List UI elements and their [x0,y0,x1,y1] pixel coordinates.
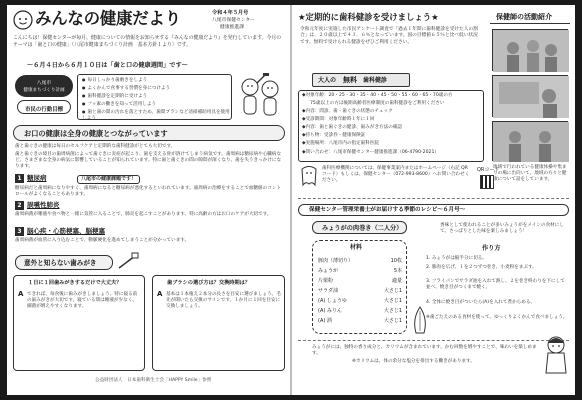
activity-caption: 地域で行われている健康体操や集まりの場に出向いて、地域の方々と健康について話をしています。 [493,165,567,183]
issue-date: 令和４年５月号 [212,10,249,16]
tooth-character-icon [300,165,318,187]
yao-health-issue-note: 八尾市の健康課題です！ [77,175,140,184]
recipe-intro: 香味として使われることが多いみょうがをメインの食材にして、さっぱりとした味を楽しみましょう！ [440,223,564,235]
tip-divider [298,340,569,341]
girl-mascot-icon [542,335,570,379]
pneumonia-heading: 誤嚥性肺炎 [27,201,60,209]
campaign-banner: ～６月４日から６月１０日は「歯と口の健康週間」です～ [27,62,188,69]
ingredient-row [318,275,402,285]
brushing-heading: 意外と知らない歯みがき [24,258,97,267]
ingredient-name: (A) みりん [318,307,342,314]
ingredient-name: サラダ油 [318,287,338,294]
recipe-title: みょうがの肉巻き（二人分） [322,224,403,232]
ingredient-row [318,315,402,325]
section-divider [298,198,569,199]
survey-text: 令和元年度に実施した市民アンケート調査で「過去１年間に歯科健診を受けた人の割合」は、２０歳以上で４３．６％となっています。国の目標値６５％と比べ低い状況です。無料で受けられる健診をぜひご利用ください。 [300,27,478,45]
contact-text: ◆問い合わせ：八尾市保健センター健康推進課（06-4790-2021） [302,150,439,155]
free-exam-prefix: 大人の [318,76,337,84]
recipe-title-box [312,221,407,234]
newsletter-spread [7,5,575,395]
ingredient-name: (A) 酒 [318,317,332,324]
detail-item: ◆受診期間：対象年齢時１年に１回 [302,117,375,122]
qa-a-label: A [157,290,163,298]
newsletter-title: みんなの健康だより [35,9,181,28]
source-footer: 公益財団法人 日本歯科衛生士会「HAPPY Smile」参照 [95,378,212,383]
ingredient-amount: 10枚 [390,257,402,264]
section-number-1: 1 [15,174,24,183]
checkup-heading-text: 定期的に歯科健診を受けましょう [305,12,432,22]
cardio-heading: 脳心疾・心筋梗塞、脳梗塞 [27,227,105,235]
yao-plan-badge [15,75,73,97]
goal-badge [17,100,71,114]
activity-photo-2 [492,75,568,117]
ingredient-row [318,255,402,265]
intro-text: こんにちは！保健センターが毎月、健康についての情報をお知らせする『みんなの健康だより』を発行しています。今月のテーマは「歯と口の健康」（八尾市健康まちづくり計画 基本方針１より）です。 [13,35,282,48]
goal-item: ● 毎日しっかり歯磨きをしよう [82,77,230,84]
periodontal-text: 歯と歯ぐきの境目の歯周病菌によって歯ぐきに炎症が起こり、歯を支える骨が溶けてしまう病気です。歯周病は糖尿病や心臓病など、さまざまな全身の病気に影響していることが知られています。特に歯と歯ぐきの間の隙間が深くなり、歯を失うきっかけになります。 [15,152,282,170]
ingredient-row [318,295,402,305]
qa-answer-brushing: できれば、毎食後に歯みがきしましょう。特に寝る前の歯みがきが大切です。寝ている間は唾液が少なく、細菌が増えやすくなります。 [27,292,138,310]
goals-box [77,74,232,120]
free-exam-badge [312,73,410,87]
detail-item: ◆持ち物：受診券・健康保険証 [302,133,366,138]
ingredient-amount: 大さじ1 [383,297,402,304]
goal-item: ● よくかんで食事する習慣を身につけよう [82,85,230,92]
ingredient-amount: 5本 [393,267,402,274]
qa-question-brushing: １日に１回歯みがきするだけで大丈夫？ [28,280,122,286]
ingredient-amount: 大さじ1 [383,287,402,294]
right-page [292,5,575,395]
free-exam-label: 歯科健診 [363,76,388,84]
detail-item: ◆実施場所：八尾市内の指定歯科医院 [302,141,380,146]
potassium-note: ※カリウムは、体の余分な塩分を排出する働きがあります。 [352,359,475,364]
goal-label: 市民の行動目標 [25,106,63,113]
ingredient-amount: 大さじ1 [383,317,402,324]
ingredient-row [318,265,402,275]
pneumonia-text: 歯周病菌が唾液や食べ物と一緒に気管に入ることで、肺炎を起こすことがあります。特に高齢の方はお口のケアが大切です。 [15,212,272,217]
qr-code [480,175,494,189]
ingredient-name: みょうが [318,267,339,274]
qa-a-label: A [18,290,24,298]
cardio-text: 歯周病菌が血管に入り込むことで、動脈硬化を進めてしまうことが分かっています。 [15,238,190,243]
recipe-step: 2. 豚肉を広げ、１を２つずつ巻き、小麦粉をまぶす。 [426,265,537,270]
qr-label: QRコード [477,167,500,173]
section-number-2: 2 [15,201,24,210]
ingredients-label: 材料 [350,244,363,251]
qa-question-toothbrush: 歯ブラシの選び方は？交換時期は？ [167,280,251,286]
oral-health-text: 歯と歯ぐきの健康は毎日のセルフケアと定期的な歯科健診がとても大切です。 [15,144,176,149]
activity-heading: 保健師の活動紹介 [496,13,552,21]
dental-info-text: 歯科医療機関については、保健事業案内またはホームページ（右記 QR コード）もしくは、保健センター（072-993-8600）へお問い合わせください。 [322,166,470,184]
free-exam-word: 無料 [343,76,357,84]
activity-photo-3 [492,121,568,161]
recipe-banner [298,204,569,216]
goal-item: ● 歯と歯の間の汚れを落とすため、歯間ブラシなど清掃補助用具を使用しよう [82,109,230,116]
ingredient-row [318,305,402,315]
recipe-step: 1. みょうがは縦半分に切る。 [426,256,487,261]
diabetes-text: 糖尿病だと歯周病になりやすく、歯周病になると糖尿病が悪化するといわれています。歯周病の治療をすることで血糖値のコントロールがよくなることもあります。 [15,186,281,198]
ingredient-row [318,285,402,295]
steps-label: 作り方 [482,245,501,252]
qa-box-brushing-frequency [13,275,145,371]
detail-item: ◆内容：問診、歯・歯ぐきの状態のチェック [302,109,393,114]
brushing-heading-badge [15,255,113,270]
diabetes-heading: 糖尿病 [27,174,47,182]
ingredient-amount: 適量 [391,277,402,284]
activity-photo-1 [492,29,568,71]
recipe-banner-text: 保健センター管理栄養士がお届けする季節のレシピ～６月号～ [309,207,466,213]
publisher-sub: 健康推進課 [220,25,244,30]
tooth-mascot-icon [13,10,33,30]
section-heading-text: お口の健康は全身の健康とつながっています [24,129,168,138]
section-number-3: 3 [15,227,24,236]
recipe-step: 4. 全体に焼き目がついたら(A)を入れて煮からめる。 [426,300,536,305]
left-page [7,5,290,395]
qa-box-toothbrush-choice [152,275,285,371]
ingredients-table [318,255,402,325]
recipe-note: ※歯ごたえのある食材を使って、ゆっくりよくかんで食べましょう。 [426,315,568,320]
activity-heading-badge [490,11,570,24]
recipe-step: 3. フライパンでサラダ油を入れて熱し、２を巻き終わりを下にして並べ、焼き目がつくまで焼く。 [426,279,565,291]
yao-label: 八尾市 [36,81,52,86]
qa-answer-toothbrush: 基本は１本植え２本分の長さを目安に選びましょう。毛先が開いたら交換のサインです。１か月に１回を目安に交換しましょう。 [166,292,281,310]
myoga-illustration [410,305,430,335]
toothbrush-kids-illustration [235,73,285,121]
ingredient-amount: 大さじ1 [383,307,402,314]
detail-item: ◆内容：歯と歯ぐきの健診、歯みがき方法の確認 [302,125,403,130]
yao-plan-label: 健康まちづくり計画 [23,88,65,93]
myoga-tip: みょうがには、独特の香り成分と、カリウムが含まれています。かむ回数を増やすことで、味わいを楽しめます。 [312,345,537,357]
ingredient-name: 片栗粉 [318,277,334,284]
section-heading-oral-health [13,125,285,141]
goal-item: ● 歯科健診を定期的に受けよう [82,93,230,100]
goal-item: ● フッ素の働きを知って活用しよう [82,101,230,108]
detail-item: 75歳以上の方は後期高齢者医療制度の歯科健診をご利用ください [310,101,445,106]
ingredient-name: 豚肉（薄切り） [318,257,354,264]
toothbrush-icon [117,253,139,271]
publisher: 八尾市保健センター [212,18,255,23]
detail-item: ◆対象年齢：20・25・30・35・40・45・50・55・60・65・70歳の方 [302,93,453,98]
ingredient-name: (A) しょうゆ [318,297,347,304]
checkup-heading: ★定期的に歯科健診を受けましょう★ [298,12,439,22]
